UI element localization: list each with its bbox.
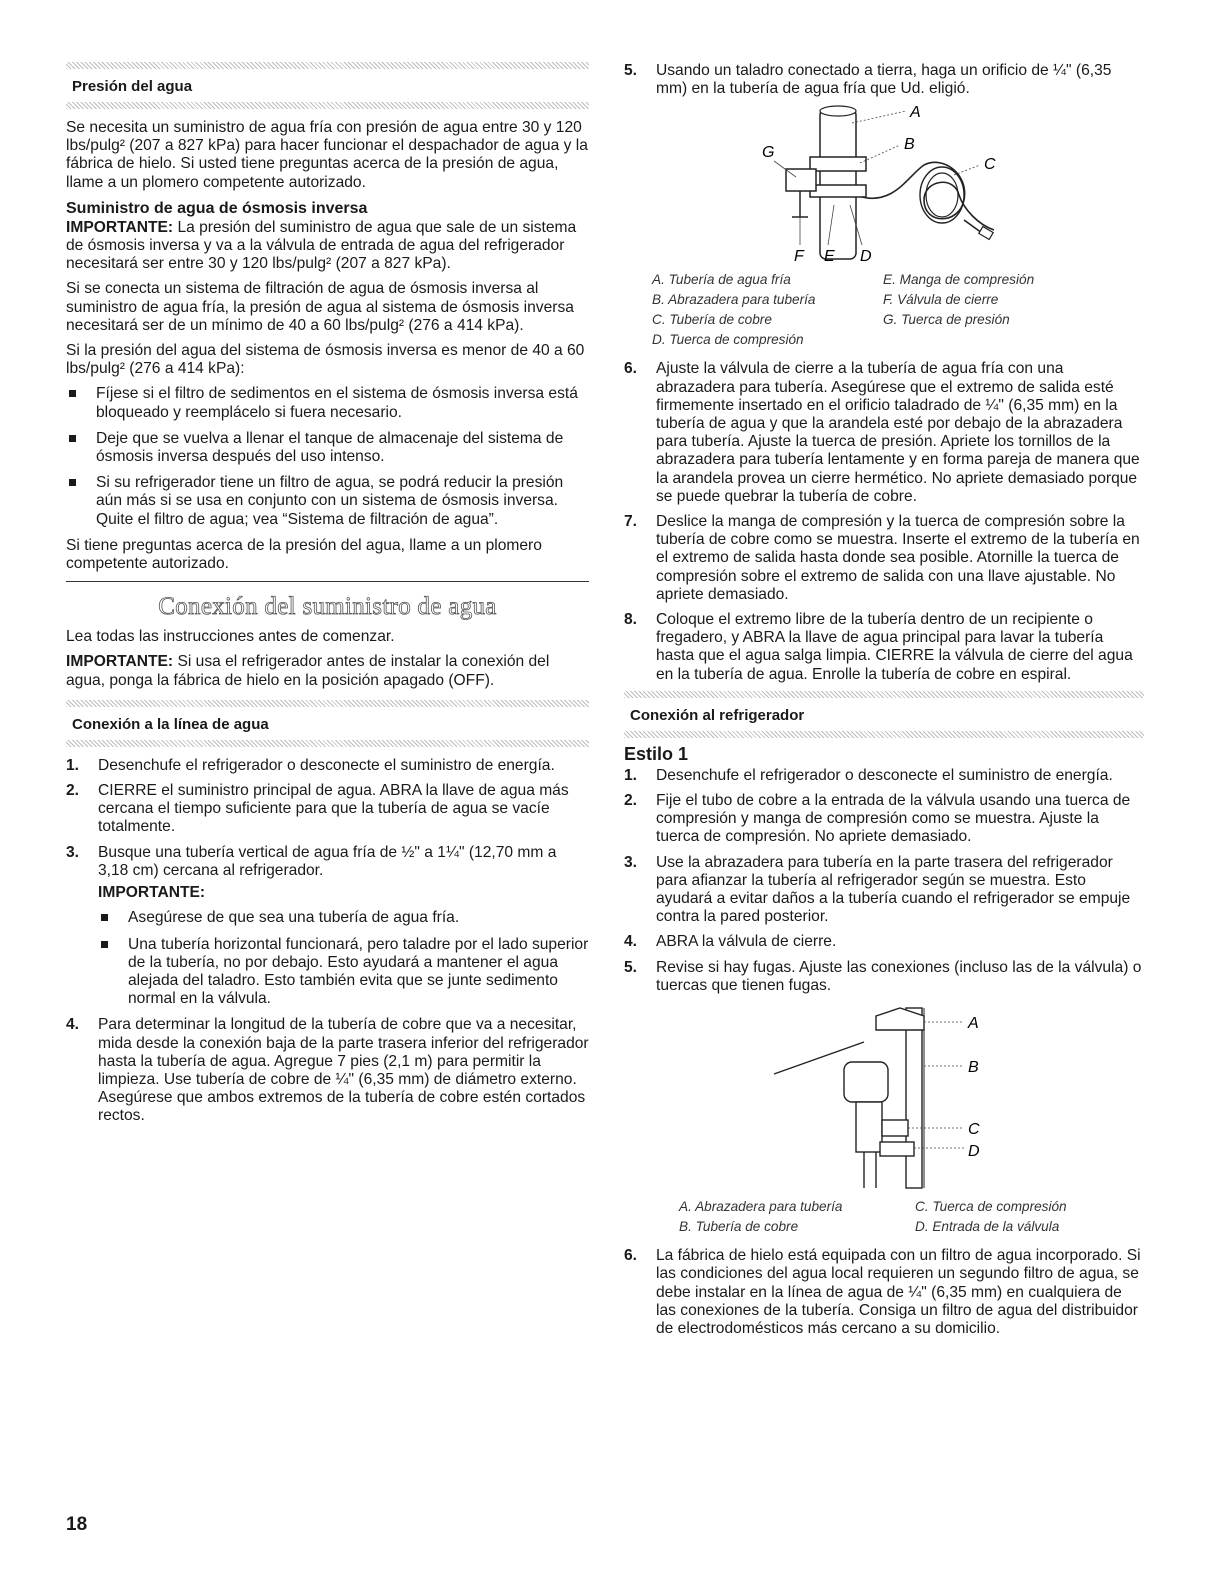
step-item (624, 933, 1144, 951)
caption-f: F. Válvula de cierre (883, 292, 999, 308)
step-text: Desenchufe el refrigerador o desconecte el suministro de energía. (98, 756, 555, 774)
shutoff-valve (786, 169, 816, 191)
step-text: Busque una tubería vertical de agua fría de ½" a 1¼" (12,70 mm a 3,18 cm) cercana al refrigerador. (98, 843, 557, 879)
step-number: 6. (624, 360, 638, 378)
important-label: IMPORTANTE: (66, 218, 174, 236)
right-column (624, 62, 1144, 1345)
caption-d: D. Tuerca de compresión (652, 332, 804, 348)
step-text: Usando un taladro conectado a tierra, haga un orificio de ¼" (6,35 mm) en la tubería de agua fría que Ud. eligió. (656, 62, 1112, 98)
pipe-top (820, 106, 856, 116)
pipe-clamp-lower (810, 185, 866, 197)
separator (624, 691, 1144, 698)
presion-paragraph: Se necesita un suministro de agua fría con presión de agua entre 30 y 120 lbs/pulg² (207 a 827 kPa) para hacer funcionar el despachador de agua y la fábrica de hielo. Si usted tiene preguntas acerca de la presión de agua, llame a un plomero competente autorizado. (66, 119, 588, 191)
left-column (66, 62, 589, 1133)
caption-a: A. Abrazadera para tubería (679, 1199, 843, 1215)
step-text: Coloque el extremo libre de la tubería dentro de un recipiente o fregadero, y ABRA la llave de agua principal para lavar la tubería hasta que el agua salga limpia. CIERRE la válvula de cierre del agua en la tubería de agua. Enrolle la tubería de cobre en espiral. (656, 611, 1133, 683)
separator (66, 62, 589, 69)
step-number: 8. (624, 611, 638, 629)
step-item (624, 360, 1144, 506)
step-number: 5. (624, 62, 638, 79)
compression-nut (882, 1120, 908, 1136)
step-text: Deslice la manga de compresión y la tuerca de compresión sobre la tubería de cobre como se muestra. Inserte el extremo de la tubería en el extremo de salida hasta donde sea posible. Atornille la tuerca de compresión sobre el extremo de salida con una llave ajustable. No apriete demasiado. (656, 513, 1140, 603)
step-number: 5. (624, 958, 638, 976)
copper-tube (906, 1008, 922, 1188)
estilo-heading: Estilo 1 (624, 743, 689, 764)
step-item (624, 62, 1144, 98)
caption-empty (883, 330, 1083, 350)
cold-water-pipe (820, 109, 856, 259)
caption-e: E. Manga de compresión (883, 272, 1035, 288)
osmosis-heading: Suministro de agua de ósmosis inversa (66, 199, 368, 217)
step-text: Ajuste la válvula de cierre a la tubería de agua fría con una abrazadera para tubería. Asegúrese que el extremo de salida esté firmemente insertado en el orificio taladrado de ¼" (6,35 mm) en la tubería de agua y que la arandela esté por debajo de la abrazadera para tubería. Ajuste la tuerca de presión. Apriete los tornillos de la abrazadera para tubería lentamente y en forma pareja de manera que la arandela provea un cierre hermético. No apriete demasiado porque se puede quebrar la tubería de cobre. (656, 360, 1140, 505)
valve-inlet-illustration (624, 1002, 1144, 1192)
step-text: Desenchufe el refrigerador o desconecte el suministro de energía. (656, 766, 1113, 784)
bullet-item: Fíjese si el filtro de sedimentos en el sistema de ósmosis inversa está bloqueado y reemplácelo si fuera necesario. (66, 385, 589, 421)
step-item (624, 959, 1144, 995)
pipe-clamp (810, 157, 866, 171)
step-number: 3. (624, 853, 638, 871)
step-item (66, 1016, 589, 1125)
step-number: 1. (624, 766, 638, 784)
osmosis-bullet-list (66, 385, 589, 528)
step-number: 6. (624, 1247, 638, 1265)
label-a: A (968, 1015, 979, 1033)
step-text: ABRA la válvula de cierre. (656, 933, 837, 951)
bullet-item: Asegúrese de que sea una tubería de agua fría. (98, 909, 589, 927)
important-text: Si usa el refrigerador antes de instalar la conexión del agua, ponga la fábrica de hielo en la posición apagado (OFF). (66, 653, 550, 689)
bullet-item: Si su refrigerador tiene un filtro de agua, se podrá reducir la presión aún más si se usa en conjunto con un sistema de ósmosis inversa. Quite el filtro de agua; vea “Sistema de filtración de agua”. (66, 474, 589, 529)
label-a: A (910, 105, 921, 122)
step-number: 2. (66, 782, 80, 800)
step-item (624, 854, 1144, 927)
important-text: La presión del suministro de agua que sale de un sistema de ósmosis inversa y va a la válvula de entrada de agua del refrigerador necesitará ser entre 30 y 120 lbs/pulg² (207 a 827 kPa). (66, 218, 577, 273)
shutoff-valve-illustration (624, 105, 1144, 265)
caption-b: B. Abrazadera para tubería (652, 292, 816, 308)
step-text: Para determinar la longitud de la tubería de cobre que va a necesitar, mida desde la conexión baja de la parte trasera inferior del refrigerador hasta la tubería de agua. Agregue 7 pies (2,1 m) para permitir la limpieza. Use tubería de cobre de ¼" (6,35 mm) de diámetro externo. Asegúrese que ambos extremos de la tubería de cobre estén cortados rectos. (98, 1016, 589, 1125)
lea-paragraph: Lea todas las instrucciones antes de comenzar. (66, 628, 395, 646)
step-item (66, 844, 589, 1009)
label-b: B (968, 1059, 979, 1077)
separator (66, 740, 589, 747)
tubing-coil-2 (926, 173, 958, 217)
osmosis-paragraph-3: Si la presión del agua del sistema de ósmosis inversa es menor de 40 a 60 lbs/pulg² (276 a 414 kPa): (66, 342, 585, 378)
linea-steps-final (624, 360, 1144, 683)
step-text: La fábrica de hielo está equipada con un filtro de agua incorporado. Si las condiciones del agua local requieren un segundo filtro de agua, se debe instalar en la línea de agua de ¼" (6,35 mm) en cualquiera de las conexiones de la tubería. Consiga un filtro de agua del distribuidor de electrodomésticos más cercano a su domicilio. (656, 1247, 1141, 1337)
step-item (624, 1247, 1144, 1338)
step3-bullet-list (98, 909, 589, 1008)
linea-steps-continued (624, 62, 1144, 98)
separator (624, 731, 1144, 738)
section-rule (66, 581, 589, 582)
label-c: C (968, 1121, 980, 1139)
step-number: 7. (624, 513, 638, 531)
figure1-captions (652, 270, 1144, 350)
step-text: Fije el tubo de cobre a la entrada de la válvula usando una tuerca de compresión y manga de compresión como se muestra. Ajuste la tuerca de compresión. No apriete demasiado. (656, 792, 1131, 846)
step-item (624, 513, 1144, 604)
label-f: F (794, 248, 804, 266)
step-item (624, 611, 1144, 684)
figure2-captions (679, 1197, 1144, 1237)
step3-important-label: IMPORTANTE: (98, 884, 206, 902)
shutoff-valve-figure (624, 105, 1144, 350)
conexion-important-paragraph (66, 653, 589, 689)
bullet-item: Deje que se vuelva a llenar el tanque de almacenaje del sistema de ósmosis inversa después del uso intenso. (66, 430, 589, 466)
valve-inlet (880, 1142, 914, 1156)
step-text: CIERRE el suministro principal de agua. ABRA la llave de agua más cercana el tiempo suficiente para que la tubería de agua se vacíe totalmente. (98, 782, 569, 836)
label-c: C (984, 156, 996, 174)
separator (66, 700, 589, 707)
step-text: Revise si hay fugas. Ajuste las conexiones (incluso las de la válvula) o tuercas que tienen fugas. (656, 958, 1142, 994)
water-valve (844, 1062, 888, 1102)
step-number: 3. (66, 843, 80, 861)
valve-inlet-figure (624, 1002, 1144, 1237)
refrig-steps-final (624, 1247, 1144, 1338)
bullet-item: Una tubería horizontal funcionará, pero taladre por el lado superior de la tubería, no por debajo. Esto ayudará a mantener el agua alejada del taladro. Esto también evita que se junte sedimento normal en la válvula. (98, 936, 589, 1009)
page-number: 18 (66, 1514, 88, 1535)
section-title: Conexión del suministro de agua (158, 593, 497, 621)
caption-d: D. Entrada de la válvula (915, 1219, 1060, 1235)
step-item (66, 757, 589, 775)
label-d: D (860, 248, 872, 266)
label-b: B (904, 136, 915, 154)
osmosis-important-paragraph (66, 219, 589, 274)
label-e: E (824, 248, 835, 266)
step-item (624, 767, 1144, 785)
osmosis-paragraph-4: Si tiene preguntas acerca de la presión del agua, llame a un plomero competente autorizado. (66, 536, 542, 573)
step-item (66, 782, 589, 837)
important-label: IMPORTANTE: (66, 653, 174, 671)
linea-steps (66, 757, 589, 1126)
caption-g: G. Tuerca de presión (883, 312, 1010, 328)
caption-c: C. Tuerca de compresión (915, 1199, 1067, 1215)
presion-heading: Presión del agua (72, 78, 193, 95)
step-text: Use la abrazadera para tubería en la parte trasera del refrigerador para afianzar la tubería al refrigerador según se muestra. Esto ayudará a evitar daños a la tubería cuando el refrigerador se empuje contra la pared posterior. (656, 853, 1131, 926)
refrig-heading: Conexión al refrigerador (630, 706, 805, 724)
step-item (624, 792, 1144, 847)
refrig-steps (624, 767, 1144, 995)
linea-heading: Conexión a la línea de agua (72, 715, 269, 733)
osmosis-paragraph-2: Si se conecta un sistema de filtración de agua de ósmosis inversa al suministro de agua fría, la presión de agua al sistema de ósmosis inversa necesitará ser de un mínimo de 40 a 60 lbs/pulg² (276 a 414 kPa). (66, 280, 574, 334)
label-d: D (968, 1143, 980, 1161)
valve-body (856, 1102, 882, 1152)
step-number: 1. (66, 756, 80, 774)
step-number: 4. (624, 933, 638, 951)
caption-c: C. Tubería de cobre (652, 312, 772, 328)
label-g: G (762, 144, 775, 162)
separator (66, 102, 589, 109)
step-number: 4. (66, 1016, 80, 1034)
caption-b: B. Tubería de cobre (679, 1219, 799, 1235)
caption-a: A. Tubería de agua fría (652, 272, 791, 288)
step-number: 2. (624, 792, 638, 810)
